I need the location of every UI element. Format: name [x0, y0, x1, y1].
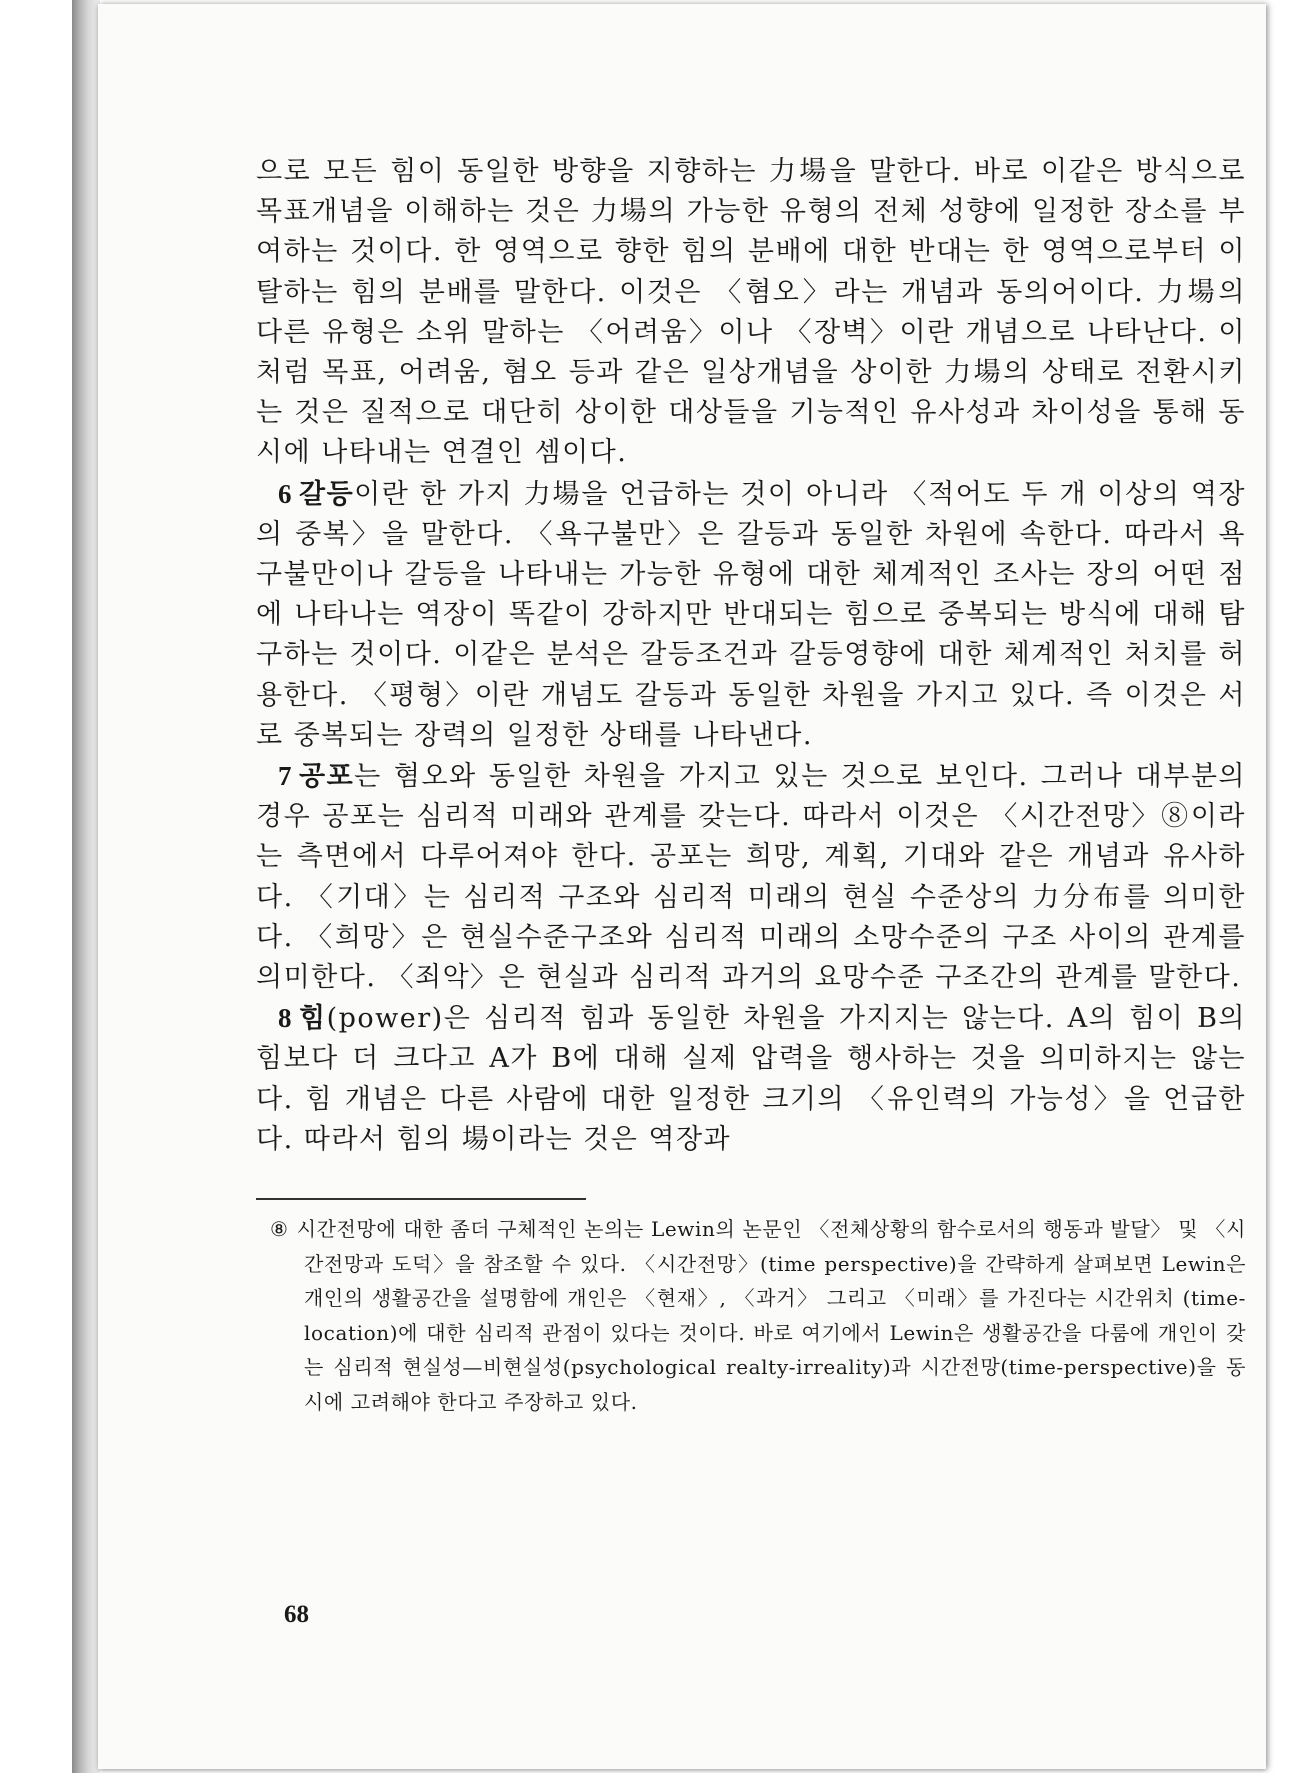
section-term: 힘	[299, 1003, 327, 1035]
body-text	[256, 152, 1246, 1160]
footnote	[256, 1212, 1246, 1419]
paragraph-fear	[256, 756, 1246, 998]
footnote-mark: ⑧	[270, 1217, 289, 1242]
section-number: 6	[278, 478, 293, 509]
paragraph-text: 는 혐오와 동일한 차원을 가지고 있는 것으로 보인다. 그러나 대부분의 경우 공포는 심리적 미래와 관계를 갖는다. 따라서 이것은 〈시간전망〉⑧이라는 측면에서 다루어져야 한다. 공포는 희망, 계획, 기대와 같은 개념과 유사하다. 〈기대〉는 심리적 구조와 심리적 미래의 현실 수준상의 力分布를 의미한다. 〈희망〉은 현실수준구조와 심리적 미래의 소망수준의 구조 사이의 관계를 의미한다. 〈죄악〉은 현실과 심리적 과거의 요망수준 구조간의 관계를 말한다.	[256, 761, 1246, 994]
paragraph-continued	[256, 152, 1246, 474]
section-term: 갈등	[299, 478, 355, 510]
footnote-divider	[256, 1198, 586, 1200]
paragraph-conflict	[256, 474, 1246, 756]
book-page	[98, 4, 1266, 1769]
section-number: 8	[278, 1003, 293, 1034]
page-content	[256, 152, 1246, 1419]
section-term: 공포	[299, 761, 355, 793]
section-number: 7	[278, 761, 293, 792]
footnote-text: 시간전망에 대한 좀더 구체적인 논의는 Lewin의 논문인 〈전체상황의 함수로서의 행동과 발달〉 및 〈시간전망과 도덕〉을 참조할 수 있다. 〈시간전망〉(time perspective)을 간략하게 살펴보면 Lewin은 개인의 생활공간을 설명함에 개인은 〈현재〉, 〈과거〉 그리고 〈미래〉를 가진다는 시간위치 (time-location)에 대한 심리적 관점이 있다는 것이다. 바로 여기에서 Lewin은 생활공간을 다룸에 개인이 갖는 심리적 현실성—비현실성(psychological realty-irreality)과 시간전망(time-perspective)을 동시에 고려해야 한다고 주장하고 있다.	[296, 1217, 1247, 1414]
paragraph-text: (power)은 심리적 힘과 동일한 차원을 가지지는 않는다. A의 힘이 B의 힘보다 더 크다고 A가 B에 대해 실제 압력을 행사하는 것을 의미하지는 않는다. 힘 개념은 다른 사람에 대한 일정한 크기의 〈유인력의 가능성〉을 언급한다. 따라서 힘의 場이라는 것은 역장과	[256, 1003, 1246, 1155]
paragraph-power	[256, 998, 1246, 1160]
paragraph-text: 으로 모든 힘이 동일한 방향을 지향하는 力場을 말한다. 바로 이같은 방식으로 목표개념을 이해하는 것은 力場의 가능한 유형의 전체 성향에 일정한 장소를 부여하는 것이다. 한 영역으로 향한 힘의 분배에 대한 반대는 한 영역으로부터 이탈하는 힘의 분배를 말한다. 이것은 〈혐오〉라는 개념과 동의어이다. 力場의 다른 유형은 소위 말하는 〈어려움〉이나 〈장벽〉이란 개념으로 나타난다. 이처럼 목표, 어려움, 혐오 등과 같은 일상개념을 상이한 力場의 상태로 전환시키는 것은 질적으로 대단히 상이한 대상들을 기능적인 유사성과 차이성을 통해 동시에 나타내는 연결인 셈이다.	[256, 156, 1246, 469]
book-edge	[72, 0, 100, 1773]
paragraph-text: 이란 한 가지 力場을 언급하는 것이 아니라 〈적어도 두 개 이상의 역장의 중복〉을 말한다. 〈욕구불만〉은 갈등과 동일한 차원에 속한다. 따라서 욕구불만이나 갈등을 나타내는 가능한 유형에 대한 체계적인 조사는 장의 어떤 점에 나타나는 역장이 똑같이 강하지만 반대되는 힘으로 중복되는 방식에 대해 탐구하는 것이다. 이같은 분석은 갈등조건과 갈등영향에 대한 체계적인 처치를 허용한다. 〈평형〉이란 개념도 갈등과 동일한 차원을 가지고 있다. 즉 이것은 서로 중복되는 장력의 일정한 상태를 나타낸다.	[256, 478, 1246, 751]
page-number: 68	[284, 1601, 309, 1628]
